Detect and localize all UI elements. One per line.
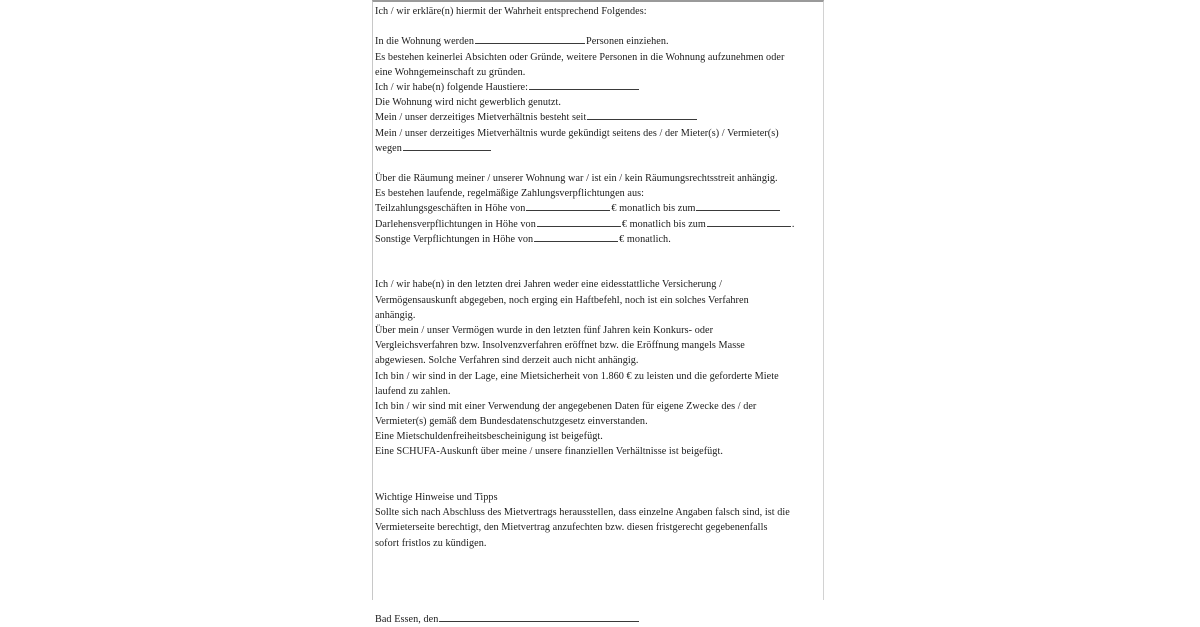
loan-label-pre: Darlehensverpflichtungen in Höhe von <box>375 218 536 230</box>
loan-amount-fill-rule[interactable] <box>537 217 621 227</box>
line-tenancy-since <box>375 110 830 125</box>
line-rent-debt-certificate: Eine Mietschuldenfreiheitsbescheinigung ist beigefügt. <box>375 431 603 443</box>
line-tips-1: Sollte sich nach Abschluss des Mietvertrags herausstellen, dass einzelne Angaben falsch sind, ist die <box>375 507 790 519</box>
line-pets <box>375 80 830 95</box>
line-insolvency-1: Über mein / unser Vermögen wurde in den letzten fünf Jahren kein Konkurs- oder <box>375 324 714 336</box>
line-no-intentions-1: Es bestehen keinerlei Absichten oder Gründe, weitere Personen in die Wohnung aufzunehmen oder <box>375 51 785 63</box>
line-loan-obligation <box>375 217 830 232</box>
line-deposit-1: Ich bin / wir sind in der Lage, eine Mietsicherheit von 1.860 € zu leisten und die geforderte Miete <box>375 370 779 382</box>
line-other-obligation <box>375 232 830 247</box>
spacer <box>375 460 830 490</box>
line-deposit-2: laufend zu zahlen. <box>375 385 451 397</box>
line-tips-2: Vermieterseite berechtigt, den Mietvertrag anzufechten bzw. diesen fristgerecht gegebenenfalls <box>375 522 768 534</box>
line-no-commercial-use: Die Wohnung wird nicht gewerblich genutzt. <box>375 97 561 109</box>
termination-reason-fill-rule[interactable] <box>403 141 491 151</box>
line-eviction-dispute: Über die Räumung meiner / unserer Wohnung war / ist ein / kein Räumungsrechtsstreit anhängig. <box>375 173 778 185</box>
line-occupants <box>375 34 830 49</box>
document-text-body <box>375 4 830 627</box>
pets-label: Ich / wir habe(n) folgende Haustiere: <box>375 81 528 93</box>
line-affidavit-1: Ich / wir habe(n) in den letzten drei Jahren weder eine eidesstattliche Versicherung / <box>375 279 722 291</box>
spacer <box>375 19 830 34</box>
installment-label-mid: € monatlich bis zum <box>611 203 696 215</box>
line-intro: Ich / wir erkläre(n) hiermit der Wahrheit entsprechend Folgendes: <box>375 6 647 17</box>
heading-important-notes: Wichtige Hinweise und Tipps <box>375 492 498 504</box>
other-amount-fill-rule[interactable] <box>534 232 618 242</box>
other-label-pre: Sonstige Verpflichtungen in Höhe von <box>375 233 534 245</box>
line-tips-3: sofort fristlos zu kündigen. <box>375 537 487 549</box>
other-label-post: € monatlich. <box>619 233 671 245</box>
line-no-intentions-2: eine Wohngemeinschaft zu gründen. <box>375 66 526 78</box>
line-dataprotection-2: Vermieter(s) gemäß dem Bundesdatenschutzgesetz einverstanden. <box>375 416 648 428</box>
line-insolvency-2: Vergleichsverfahren bzw. Insolvenzverfahren eröffnet bzw. die Eröffnung mangels Masse <box>375 340 745 352</box>
loan-label-post: . <box>791 218 795 230</box>
line-schufa-report: Eine SCHUFA-Auskunft über meine / unsere finanziellen Verhältnisse ist beigefügt. <box>375 446 723 458</box>
signature-date-fill-rule[interactable] <box>439 612 639 622</box>
occupants-label-post: Personen einziehen. <box>586 36 669 48</box>
spacer <box>375 551 830 581</box>
spacer <box>375 581 830 611</box>
installment-date-fill-rule[interactable] <box>696 201 780 211</box>
line-installment-obligation <box>375 201 830 216</box>
pets-fill-rule[interactable] <box>529 80 639 90</box>
spacer <box>375 247 830 277</box>
tenancy-since-label: Mein / unser derzeitiges Mietverhältnis besteht seit <box>375 112 587 124</box>
line-affidavit-3: anhängig. <box>375 309 416 321</box>
tenancy-since-fill-rule[interactable] <box>587 110 697 120</box>
installment-label-pre: Teilzahlungsgeschäften in Höhe von <box>375 203 526 215</box>
installment-amount-fill-rule[interactable] <box>526 201 610 211</box>
loan-label-mid: € monatlich bis zum <box>621 218 706 230</box>
spacer <box>375 156 830 171</box>
line-affidavit-2: Vermögensauskunft abgegeben, noch erging ein Haftbefehl, noch ist ein solches Verfahren <box>375 294 749 306</box>
line-tenancy-terminated-2 <box>375 141 830 156</box>
termination-reason-label: wegen <box>375 142 402 154</box>
line-signature-place-date <box>375 612 830 627</box>
document-page <box>372 0 824 625</box>
occupants-fill-rule[interactable] <box>475 34 585 44</box>
line-insolvency-3: abgewiesen. Solche Verfahren sind derzeit auch nicht anhängig. <box>375 355 639 367</box>
line-dataprotection-1: Ich bin / wir sind mit einer Verwendung der angegebenen Daten für eigene Zwecke des / der <box>375 400 757 412</box>
line-obligations-intro: Es bestehen laufende, regelmäßige Zahlungsverpflichtungen aus: <box>375 188 645 200</box>
loan-date-fill-rule[interactable] <box>707 217 791 227</box>
line-tenancy-terminated-1: Mein / unser derzeitiges Mietverhältnis wurde gekündigt seitens des / der Mieter(s) / Vermieter(s) <box>375 127 779 139</box>
occupants-label-pre: In die Wohnung werden <box>375 36 474 48</box>
signature-place-label: Bad Essen, den <box>375 613 439 625</box>
